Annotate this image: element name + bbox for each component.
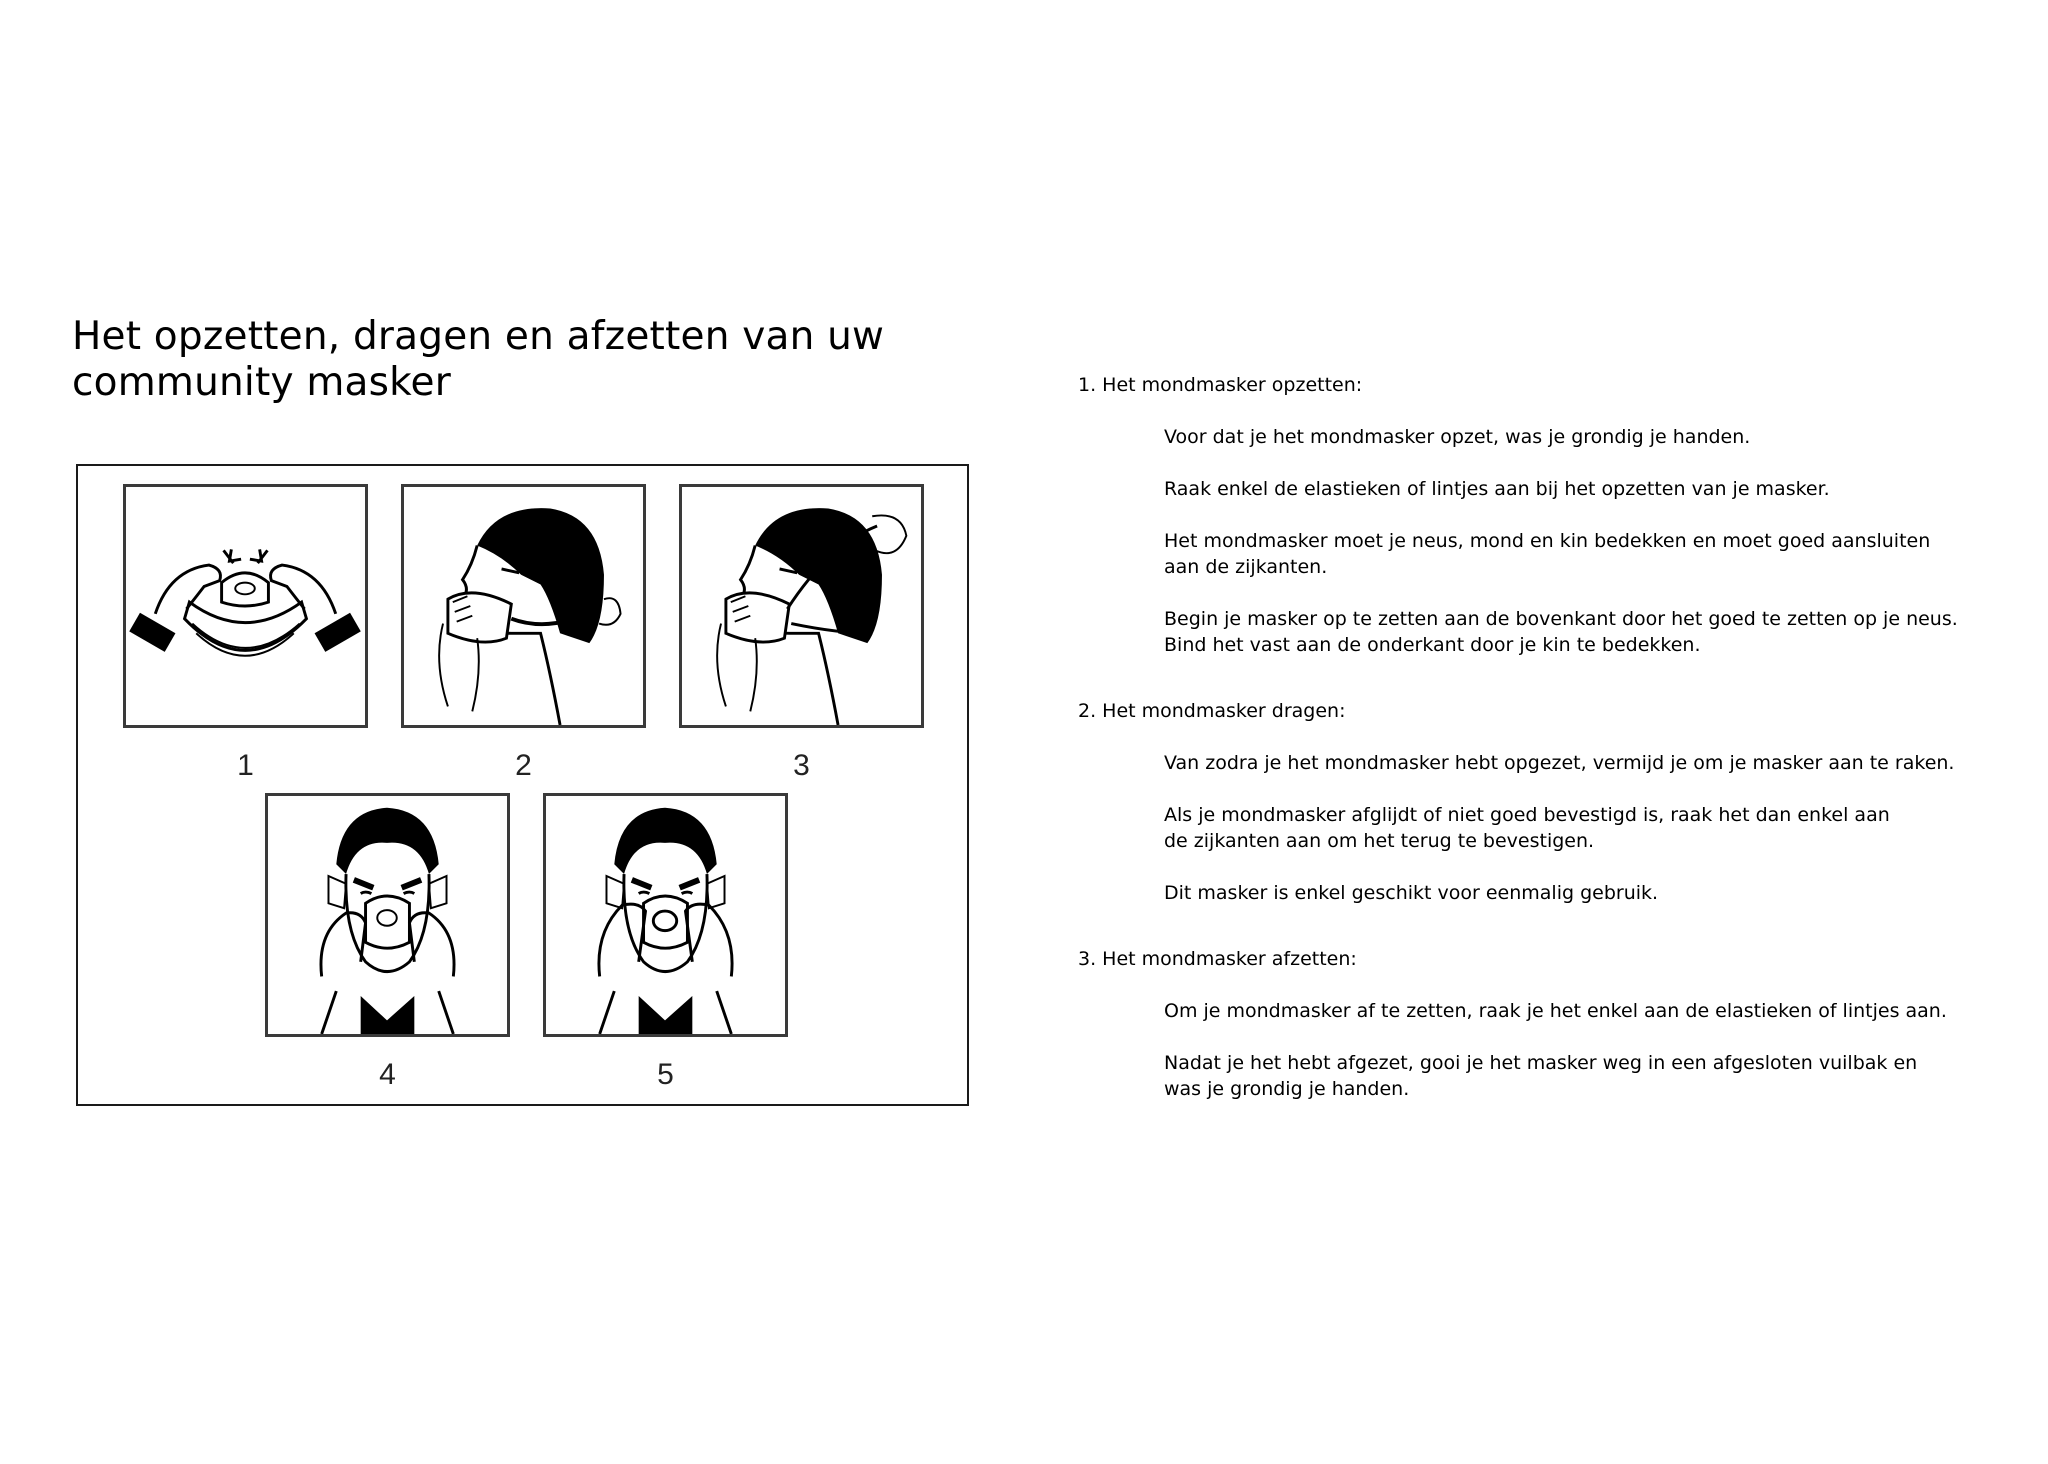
instruction-paragraph: Raak enkel de elastieken of lintjes aan bij het opzetten van je masker. xyxy=(1164,478,1830,500)
instruction-paragraph: Dit masker is enkel geschikt voor eenmalig gebruik. xyxy=(1164,882,1659,904)
panel-number: 4 xyxy=(379,1058,396,1091)
panel-3 xyxy=(679,484,924,728)
mask-front-fit-check-icon xyxy=(268,796,507,1034)
instructions xyxy=(1078,372,2018,1102)
instruction-paragraph: Het mondmasker moet je neus, mond en kin bedekken en moet goed aansluiten aan de zijkanten. xyxy=(1164,530,1931,578)
panel-1 xyxy=(123,484,368,728)
section-heading: 1. Het mondmasker opzetten: xyxy=(1078,374,1363,396)
panel-number: 5 xyxy=(657,1058,674,1091)
instruction-paragraph: Voor dat je het mondmasker opzet, was je grondig je handen. xyxy=(1164,426,1751,448)
instruction-paragraph: Als je mondmasker afglijdt of niet goed bevestigd is, raak het dan enkel aan de zijkanten aan om het terug te bevestigen. xyxy=(1164,804,1890,852)
instruction-paragraph: Om je mondmasker af te zetten, raak je het enkel aan de elastieken of lintjes aan. xyxy=(1164,1000,1947,1022)
instruction-paragraph: Van zodra je het mondmasker hebt opgezet, vermijd je om je masker aan te raken. xyxy=(1164,752,1955,774)
instruction-figure xyxy=(76,464,969,1106)
panel-5 xyxy=(543,793,788,1037)
instruction-paragraph: Begin je masker op te zetten aan de bovenkant door het goed te zetten op je neus. Bind het vast aan de onderkant door je kin te bedekken. xyxy=(1164,608,1958,656)
section-heading: 3. Het mondmasker afzetten: xyxy=(1078,948,1357,970)
panel-4 xyxy=(265,793,510,1037)
mask-side-strap-lower-icon xyxy=(404,487,643,725)
mask-front-seal-check-icon xyxy=(546,796,785,1034)
section-heading: 2. Het mondmasker dragen: xyxy=(1078,700,1346,722)
panel-number: 1 xyxy=(237,749,254,782)
instruction-paragraph: Nadat je het hebt afgezet, gooi je het masker weg in een afgesloten vuilbak en was je grondig je handen. xyxy=(1164,1052,1918,1100)
panel-number: 3 xyxy=(793,749,810,782)
page-title: Het opzetten, dragen en afzetten van uw community masker xyxy=(72,314,885,405)
mask-shaping-hands-icon xyxy=(126,487,365,725)
panel-2 xyxy=(401,484,646,728)
mask-side-strap-upper-icon xyxy=(682,487,921,725)
panel-number: 2 xyxy=(515,749,532,782)
